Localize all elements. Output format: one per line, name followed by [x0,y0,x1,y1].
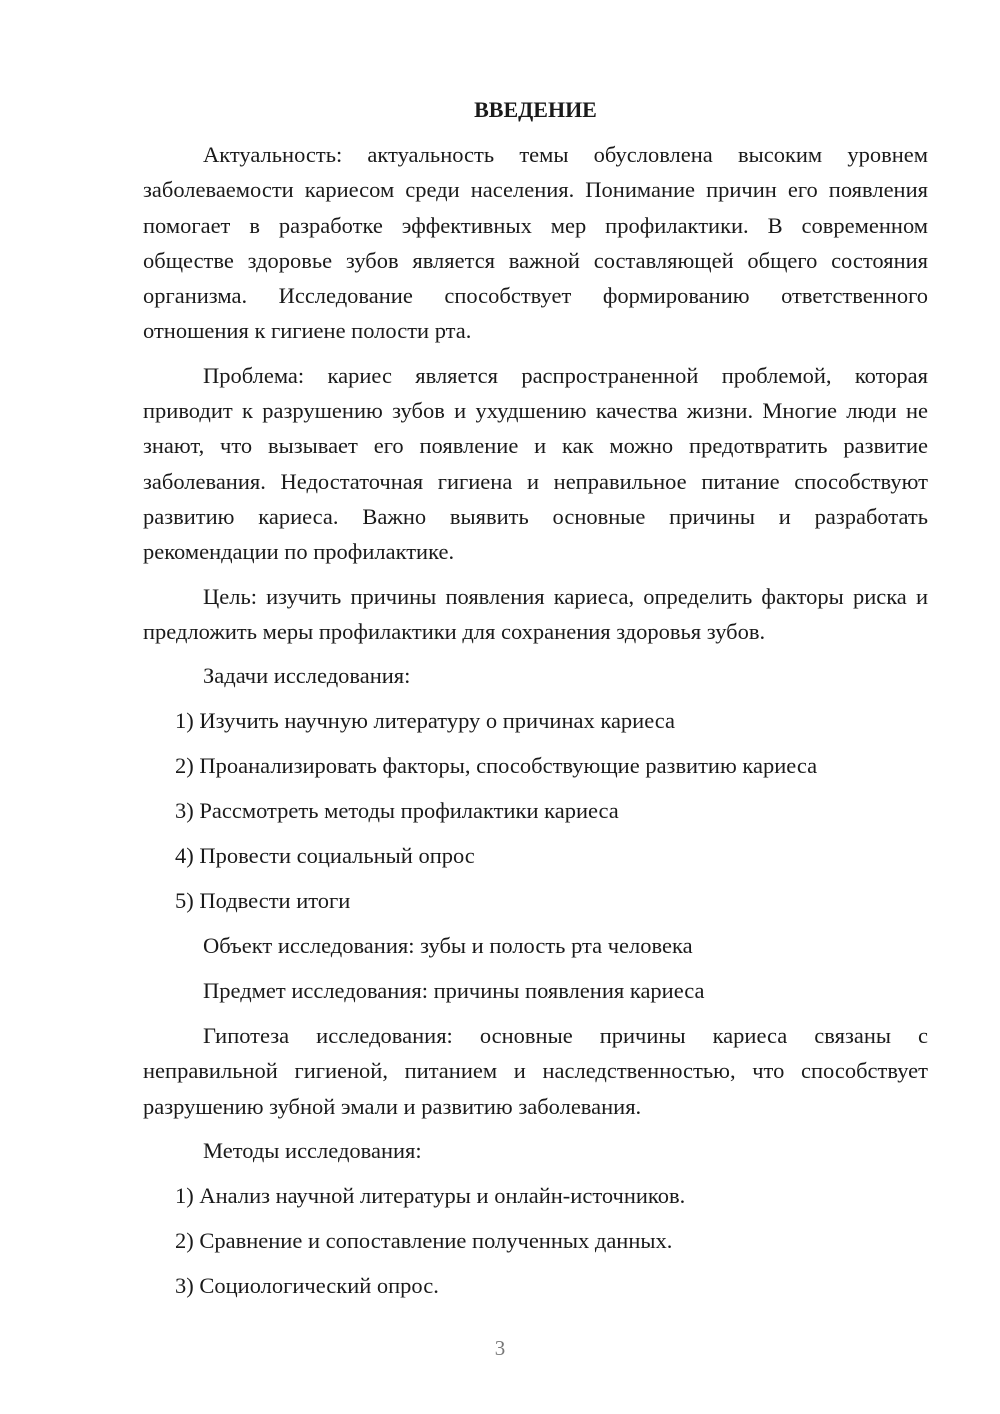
list-item: 4) Провести социальный опрос [175,843,475,869]
page-title: ВВЕДЕНИЕ [474,97,597,122]
object-line: Объект исследования: зубы и полость рта человека [203,933,693,959]
list-item: 3) Рассмотреть методы профилактики кариеса [175,798,619,824]
document-page [143,92,928,1313]
list-item: 5) Подвести итоги [175,888,351,914]
relevance-paragraph: Актуальность: актуальность темы обусловлена высоким уровнем заболеваемости кариесом среди населения. Понимание причин его появления помогает в разработке эффективных мер профилактики. В современном обществе здоровье зубов является важной составляющей общего состояния организма. Исследование способствует формированию ответственного отношения к гигиене полости рта. [143,142,928,344]
subject-line: Предмет исследования: причины появления кариеса [203,978,705,1004]
tasks-list [143,703,928,918]
goal-paragraph: Цель: изучить причины появления кариеса, определить факторы риска и предложить меры профилактики для сохранения здоровья зубов. [143,583,928,644]
list-item: 2) Проанализировать факторы, способствующие развитию кариеса [175,753,818,779]
hypothesis-paragraph: Гипотеза исследования: основные причины кариеса связаны с неправильной гигиеной, питанием и наследственностью, что способствует разрушению зубной эмали и развитию заболевания. [143,1023,928,1119]
list-item: 1) Анализ научной литературы и онлайн-источников. [175,1183,686,1209]
list-item: 2) Сравнение и сопоставление полученных данных. [175,1228,673,1254]
list-item: 3) Социологический опрос. [175,1273,439,1299]
methods-list [143,1178,928,1303]
tasks-heading: Задачи исследования: [203,663,411,689]
list-item: 1) Изучить научную литературу о причинах кариеса [175,708,676,734]
page-number: 3 [494,1336,506,1360]
methods-heading: Методы исследования: [203,1138,422,1164]
problem-paragraph: Проблема: кариес является распространенной проблемой, которая приводит к разрушению зубов и ухудшению качества жизни. Многие люди не знают, что вызывает его появление и как можно предотвратить развитие заболевания. Недостаточная гигиена и неправильное питание способствуют развитию кариеса. Важно выявить основные причины и разработать рекомендации по профилактике. [143,362,928,565]
